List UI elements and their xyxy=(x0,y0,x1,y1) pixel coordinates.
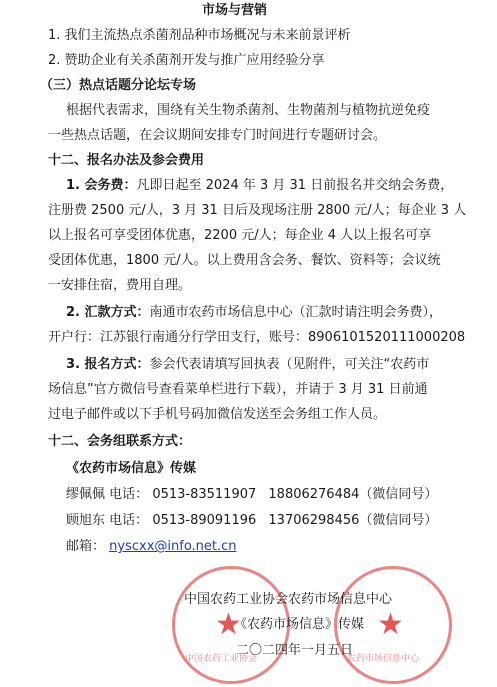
contact-name: 缪佩佩 xyxy=(66,487,106,502)
signup-label: 3. 报名方式： xyxy=(66,357,150,372)
contact-phone: 0513-89091196 xyxy=(152,513,257,528)
forum-heading: （三）热点话题分论坛专场 xyxy=(40,78,197,93)
seal-text: 中国农药工业协会 xyxy=(185,654,258,664)
contact-email-row xyxy=(66,538,237,556)
contact-mobile: 13706298456（微信同号） xyxy=(268,513,438,528)
remit-text-1: 南通市农药市场信息中心（汇款时请注明会务费）， xyxy=(149,305,443,320)
signature-date: 二〇二四年一月五日 xyxy=(236,643,354,658)
contact-mobile: 18806276484（微信同号） xyxy=(268,487,438,502)
seal-star-icon: ★ xyxy=(377,607,404,642)
registration-heading: 十二、报名办法及参会费用 xyxy=(48,153,205,168)
fee-label: 1. 会务费： xyxy=(66,178,137,193)
signup-line-3: 过电子邮件或以下手机号码加微信发送至会务组工作人员。 xyxy=(48,407,387,422)
seal-text: 农药市场信息中心 xyxy=(347,654,420,664)
contact-phone-label: 电话： xyxy=(109,487,149,502)
signature-media: 《农药市场信息》传媒 xyxy=(234,617,365,632)
email-label: 邮箱： xyxy=(66,539,106,554)
topic-item-2: 2. 赞助企业有关杀菌剂开发与推广应用经验分享 xyxy=(48,53,325,68)
forum-text-line-2: 一些热点话题，在会议期间安排专门时间进行专题研讨会。 xyxy=(48,128,387,143)
forum-text-line-1: 根据代表需求，围绕有关生物杀菌剂、生物菌剂与植物抗逆免疫 xyxy=(66,103,431,118)
contact-phone-label: 电话： xyxy=(109,513,149,528)
remit-label: 2. 汇款方式： xyxy=(66,305,150,320)
signature-org: 中国农药工业协会农药市场信息中心 xyxy=(184,592,393,607)
contact-name: 顾旭东 xyxy=(66,513,106,528)
contact-person-row xyxy=(66,512,437,530)
contact-person-row xyxy=(66,486,437,504)
section-topic-title: 市场与营销 xyxy=(202,3,268,18)
fee-line-2: 注册费 2500 元/人，3 月 31 日后及现场注册 2800 元/人；每企业 3 人 xyxy=(48,203,467,218)
fee-line-4: 受团体优惠，1800 元/人。以上费用含会务、餐饮、资料等；会议统 xyxy=(48,253,441,268)
email-link[interactable]: nyscxx@info.net.cn xyxy=(109,539,237,554)
seal-star-icon: ★ xyxy=(215,607,242,642)
topic-item-1: 1. 我们主流热点杀菌剂品种市场概况与未来前景评析 xyxy=(48,28,351,43)
contact-heading: 十二、会务组联系方式： xyxy=(48,434,192,449)
fee-line-3: 以上报名可享受团体优惠，2200 元/人；每企业 4 人以上报名可享 xyxy=(48,228,432,243)
signup-line-2: 场信息”官方微信号查看菜单栏进行下载），并请于 3 月 31 日前通 xyxy=(48,382,428,397)
contact-phone: 0513-83511907 xyxy=(152,487,257,502)
contact-media: 《农药市场信息》传媒 xyxy=(66,461,197,476)
fee-line-1 xyxy=(66,177,453,195)
signup-line-1 xyxy=(66,356,429,374)
remit-line-1 xyxy=(66,304,442,322)
remit-line-2: 开户行：江苏银行南通分行学田支行，账号：8906101520111000208 xyxy=(48,330,466,345)
fee-text-1: 凡即日起至 2024 年 3 月 31 日前报名并交纳会务费， xyxy=(136,178,454,193)
fee-line-5: 一安排住宿，费用自理。 xyxy=(48,278,192,293)
signup-text-1: 参会代表请填写回执表（见附件，可关注“农药市 xyxy=(149,357,430,372)
